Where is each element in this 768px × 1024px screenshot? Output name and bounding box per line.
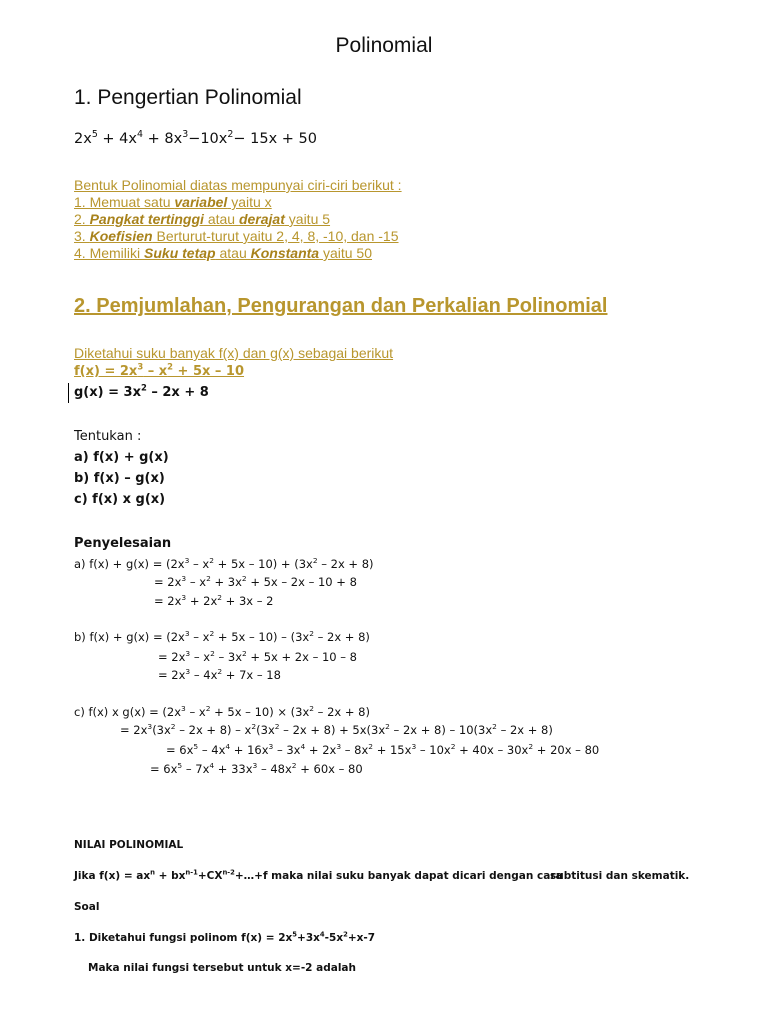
soal-label: Soal bbox=[74, 901, 100, 913]
solution-c-line-4: = $6x^5 - 7x^4 + 33x^3 - 48x^2 + 60x - 80$ bbox=[150, 761, 363, 776]
fx-definition: $f(x) = 2x^3 - x^2 + 5x - 10$ bbox=[74, 361, 245, 379]
characteristic-item: 4. Memiliki Suku tetap atau Konstanta yaitu 50 bbox=[74, 245, 373, 261]
nilai-definition: Jika $f(x) = ax^n$ + $bx^{n-1}+CX^{n-2}+\dots+f$ maka nilai suku banyak dapat dicari dengan cara bbox=[74, 868, 563, 882]
solution-a-line-3: = $2x^3 + 2x^2 + 3x - 2$ bbox=[154, 593, 274, 608]
soal-question-1: 1. Diketahui fungsi polinom $f(x) = 2x^5+3x^4-5x^2+x-7$ bbox=[74, 930, 376, 944]
page-title: Polinomial bbox=[335, 34, 433, 57]
gx-definition: $g(x) = 3x^2 - 2x + 8$ bbox=[74, 382, 209, 400]
nilai-definition-end: subtitusi dan skematik. bbox=[550, 870, 690, 882]
given-text: Diketahui suku banyak f(x) dan g(x) sebagai berikut bbox=[74, 345, 394, 361]
solution-a-line-2: = $2x^3 - x^2 + 3x^2 + 5x - 2x - 10 + 8$ bbox=[154, 574, 357, 589]
section-1-heading: 1. Pengertian Polinomial bbox=[74, 86, 302, 109]
polynomial-example: $2x^5 + 4x^4 + 8x^3-10x^2- 15x + 50$ bbox=[74, 129, 317, 147]
penyelesaian-heading: Penyelesaian bbox=[74, 536, 172, 551]
characteristic-item: 1. Memuat satu variabel yaitu x bbox=[74, 194, 272, 210]
question-c: c) f(x) x g(x) bbox=[74, 492, 166, 507]
question-b: b) f(x) – g(x) bbox=[74, 471, 165, 486]
text-cursor bbox=[68, 383, 69, 403]
solution-a-line-1: a) $f(x) + g(x) = (2x^3 - x^2 + 5x - 10) + (3x^2 - 2x + 8)$ bbox=[74, 556, 374, 571]
characteristic-item: 2. Pangkat tertinggi atau derajat yaitu 5 bbox=[74, 211, 331, 227]
nilai-heading: NILAI POLINOMIAL bbox=[74, 839, 184, 851]
solution-b-line-2: = $2x^3 - x^2 - 3x^2 + 5x + 2x - 10 - 8$ bbox=[158, 649, 357, 664]
question-a: a) f(x) + g(x) bbox=[74, 450, 169, 465]
solution-c-line-2: = $2x^3(3x^2 - 2x + 8) - x^2(3x^2 - 2x + 8) + 5x(3x^2 - 2x + 8) - 10(3x^2 - 2x + 8)$ bbox=[120, 722, 553, 737]
solution-c-line-3: = $6x^5 - 4x^4 + 16x^3 - 3x^4 + 2x^3 - 8x^2 + 15x^3 - 10x^2 + 40x - 30x^2 + 20x - 80$ bbox=[166, 742, 600, 757]
solution-c-line-1: c) f(x) x $g(x) = (2x^3 - x^2 + 5x - 10) \times (3x^2 - 2x + 8)$ bbox=[74, 704, 370, 719]
solution-b-line-1: b) $f(x) + g(x) = (2x^3 - x^2 + 5x - 10) - (3x^2 - 2x + 8)$ bbox=[74, 629, 370, 644]
soal-question-1-continued: Maka nilai fungsi tersebut untuk x=-2 adalah bbox=[88, 962, 356, 974]
section-2-heading: 2. Pemjumlahan, Pengurangan dan Perkalian Polinomial bbox=[74, 295, 608, 317]
tentukan-label: Tentukan : bbox=[74, 429, 142, 444]
solution-b-line-3: = $2x^3 - 4x^2 + 7x - 18$ bbox=[158, 667, 281, 682]
characteristics-intro: Bentuk Polinomial diatas mempunyai ciri-ciri berikut : bbox=[74, 177, 402, 193]
characteristic-item: 3. Koefisien Berturut-turut yaitu 2, 4, 8, -10, dan -15 bbox=[74, 228, 399, 244]
